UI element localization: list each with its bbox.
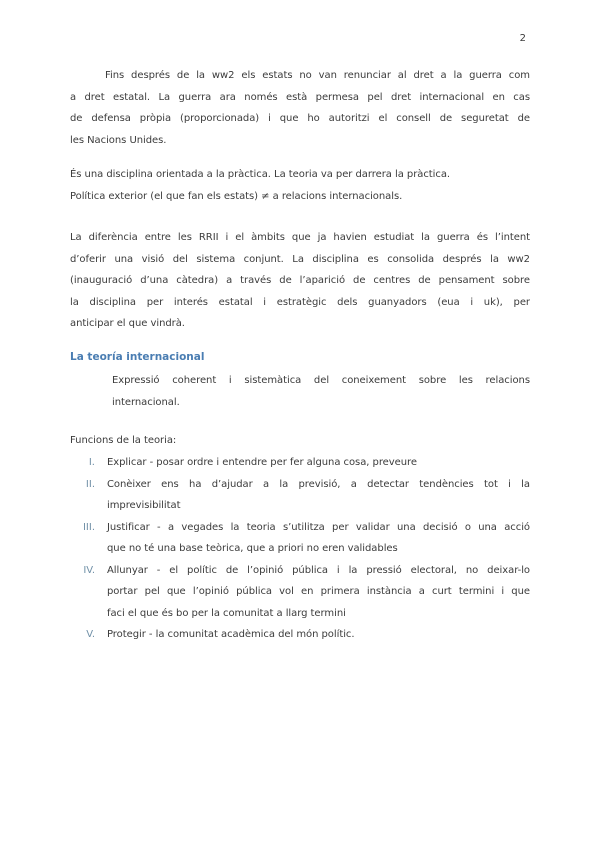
text-line: d’oferir una visió del sistema conjunt. La disciplina es consolida després la ww2 <box>70 253 530 265</box>
text-line: que no té una base teòrica, que a priori no eren validables <box>107 543 398 554</box>
text-line: la disciplina per interés estatal i estratègic dels guanyadors (eua i uk), per <box>70 296 530 308</box>
list-item-justificar <box>70 517 530 560</box>
list-numeral: I. <box>88 457 95 468</box>
list-item-text <box>107 517 530 560</box>
list-item-protegir <box>70 624 530 646</box>
list-item-text <box>107 452 530 474</box>
paragraph-ww2-dret-guerra <box>70 65 530 151</box>
text-line: Explicar - posar ordre i entendre per fer alguna cosa, preveure <box>107 457 417 468</box>
list-numeral: IV. <box>83 564 95 576</box>
text-line: internacional. <box>112 396 180 408</box>
functions-label <box>70 430 530 452</box>
list-item-allunyar <box>70 560 530 625</box>
paragraph-expressio-coherent <box>112 370 530 413</box>
text-line: Fins després de la ww2 els estats no van renunciar al dret a la guerra com <box>105 70 530 81</box>
text-line: les Nacions Unides. <box>70 134 167 146</box>
list-numeral: III. <box>82 521 95 533</box>
text-line: La diferència entre les RRII i el àmbits que ja havien estudiat la guerra és l’intent <box>70 232 530 243</box>
text-line: de defensa pròpia (proporcionada) i que ho autoritzi el consell de seguretat de <box>70 113 530 124</box>
text-line: a dret estatal. La guerra ara només està permesa pel dret internacional en cas <box>70 91 530 103</box>
page-number: 2 <box>519 33 526 44</box>
paragraph-diferencia-rrii <box>70 227 530 335</box>
text-line: Expressió coherent i sistemàtica del coneixement sobre les relacions <box>112 375 530 386</box>
list-item-text <box>107 474 530 517</box>
text-line: Conèixer ens ha d’ajudar a la previsió, a detectar tendències tot i la <box>107 478 530 490</box>
list-numeral: II. <box>85 478 95 490</box>
text-line: Justificar - a vegades la teoria s’utilitza per validar una decisió o una acció <box>107 521 530 533</box>
text-line: (inauguració d’una càtedra) a través de l’aparició de centres de pensament sobre <box>70 275 530 286</box>
section-heading-teoria-internacional: La teoría internacional <box>70 351 205 363</box>
list-item-text <box>107 624 530 646</box>
text-line: Protegir - la comunitat acadèmica del món polític. <box>107 629 355 640</box>
list-item-text <box>107 560 530 625</box>
list-numeral: V. <box>86 629 95 640</box>
list-item-explicar <box>70 452 530 474</box>
text-line: Allunyar - el polític de l’opinió pública i la pressió electoral, no deixar-lo <box>107 564 530 576</box>
paragraph-disciplina-practica <box>70 164 530 207</box>
text-line: portar pel que l’opinió pública vol en primera instància a curt termini i que <box>107 586 530 597</box>
functions-label-text: Funcions de la teoria: <box>70 435 177 446</box>
function-list <box>70 452 530 646</box>
text-line: imprevisibilitat <box>107 500 181 511</box>
text-line: faci el que és bo per la comunitat a llarg termini <box>107 607 346 619</box>
text-line: Política exterior (el que fan els estats) ≠ a relacions internacionals. <box>70 190 403 202</box>
list-item-coneixer <box>70 474 530 517</box>
text-line: anticipar el que vindrà. <box>70 318 185 329</box>
text-line: És una disciplina orientada a la pràctica. La teoria va per darrera la pràctica. <box>70 169 451 180</box>
